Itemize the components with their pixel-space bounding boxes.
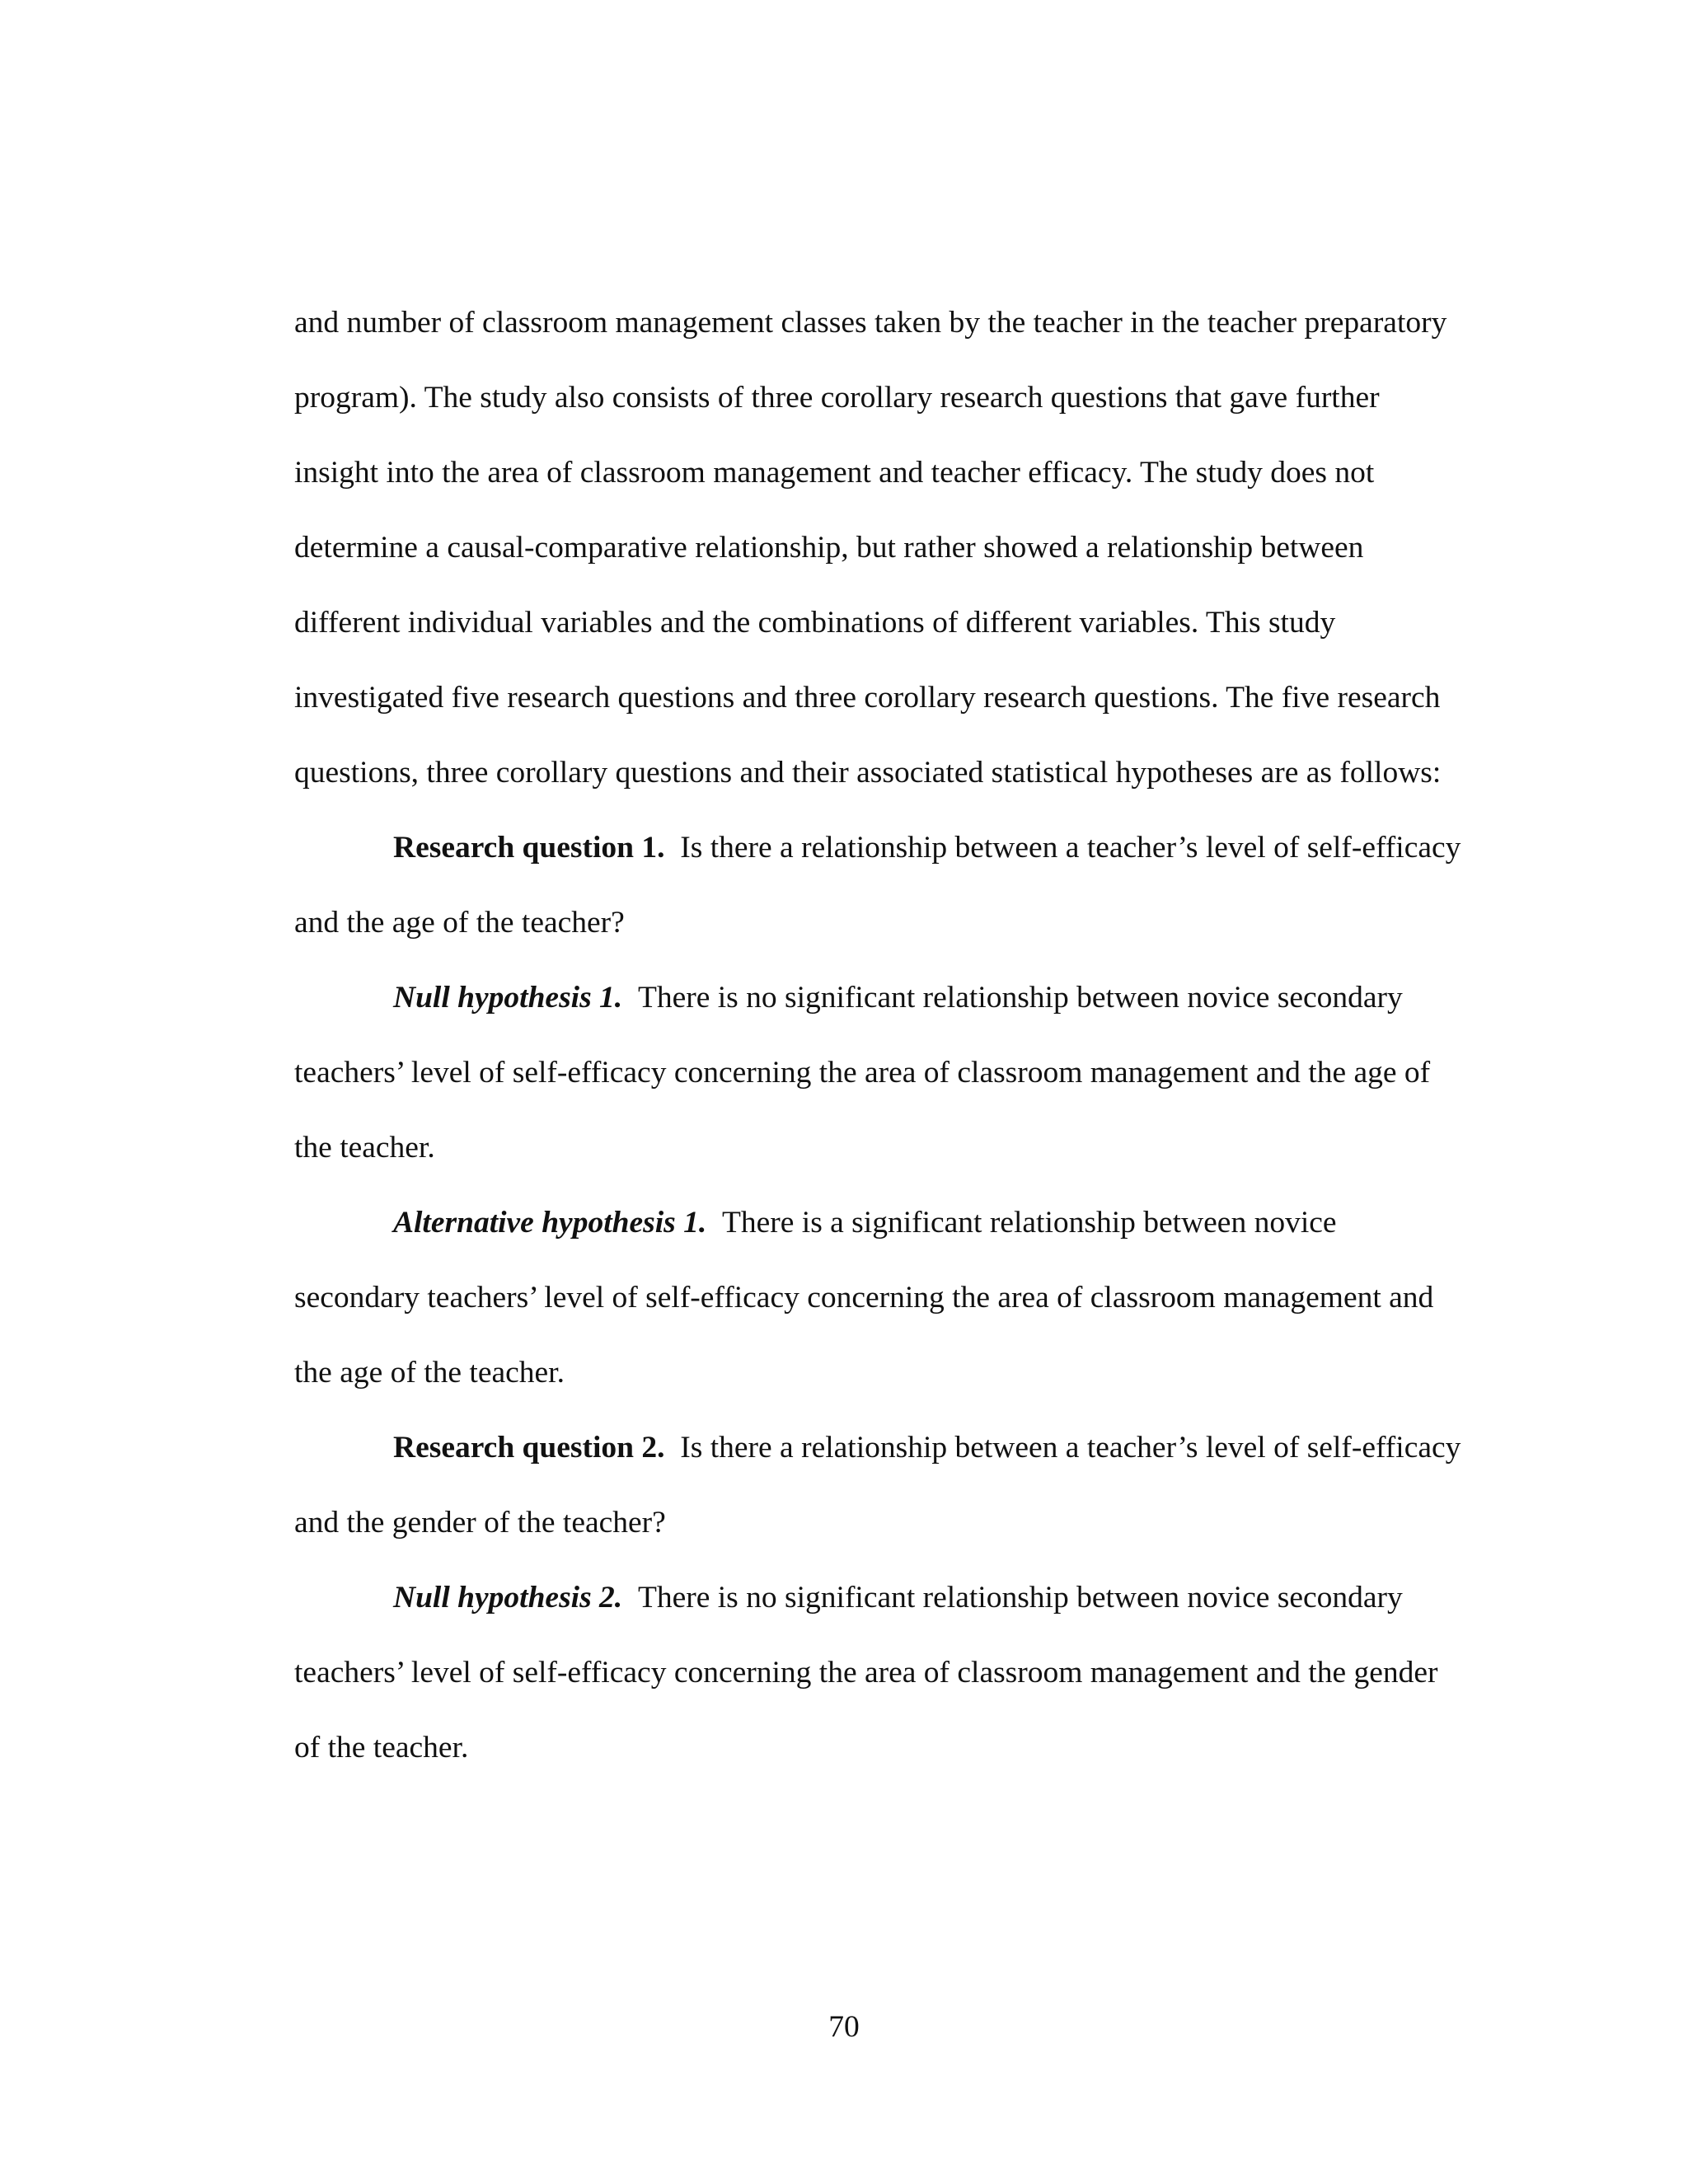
intro-paragraph: and number of classroom management classes taken by the teacher in the teacher preparatory program). The study also consists of three corollary research questions that gave further insight into the area of classroom management and teacher efficacy. The study does not determine a causal-comparative relationship, but rather showed a relationship between different individual variables and the combinations of different variables. This study investigated five research questions and three corollary research questions. The five research questions, three corollary questions and their associated statistical hypotheses are as follows: xyxy=(294,306,1447,790)
alternative-hypothesis-1-text: There is a significant relationship between novice secondary teachers’ level of self-efficacy concerning the area of classroom management and the age of the teacher. xyxy=(294,1206,1434,1390)
null-hypothesis-1 xyxy=(294,960,1465,1185)
null-hypothesis-1-text: There is no significant relationship between novice secondary teachers’ level of self-efficacy concerning the area of classroom management and the age of the teacher. xyxy=(294,981,1431,1165)
research-question-1-text: Is there a relationship between a teacher’s level of self-efficacy and the age of the teacher? xyxy=(294,831,1461,940)
null-hypothesis-2-heading: Null hypothesis 2. xyxy=(393,1581,623,1615)
research-question-1-heading: Research question 1. xyxy=(393,831,665,865)
alternative-hypothesis-1 xyxy=(294,1185,1465,1410)
alternative-hypothesis-1-heading: Alternative hypothesis 1. xyxy=(393,1206,707,1240)
research-question-1 xyxy=(294,810,1465,960)
null-hypothesis-1-heading: Null hypothesis 1. xyxy=(393,981,623,1015)
null-hypothesis-2-text: There is no significant relationship between novice secondary teachers’ level of self-efficacy concerning the area of classroom management and the gender of the teacher. xyxy=(294,1581,1438,1765)
null-hypothesis-2 xyxy=(294,1560,1465,1785)
research-question-2 xyxy=(294,1410,1465,1560)
research-question-2-heading: Research question 2. xyxy=(393,1431,665,1465)
research-question-2-text: Is there a relationship between a teacher’s level of self-efficacy and the gender of the teacher? xyxy=(294,1431,1461,1540)
body-text xyxy=(294,285,1465,1785)
page-number: 70 xyxy=(828,2010,860,2044)
